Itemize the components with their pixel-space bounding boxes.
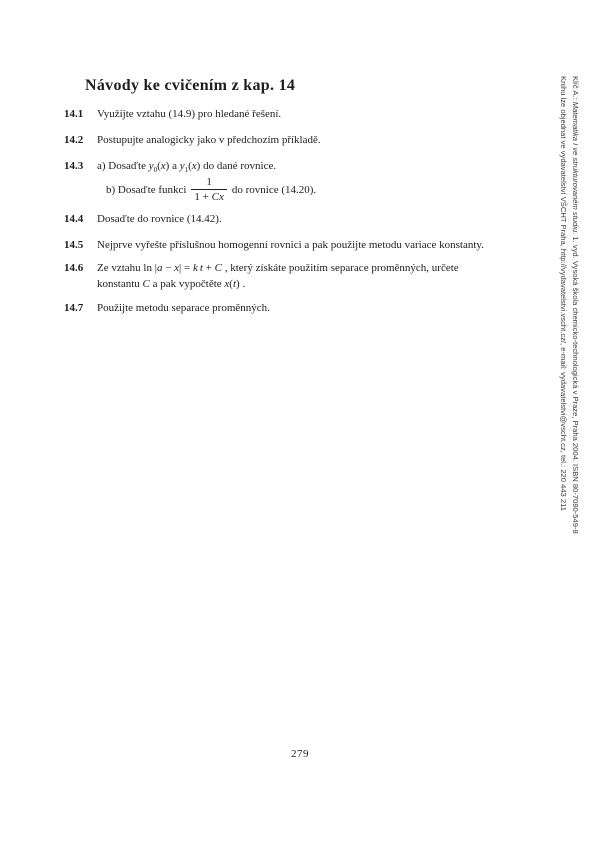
item-number: 14.6 [64, 262, 84, 274]
item-number: 14.1 [64, 108, 84, 120]
item-number: 14.5 [64, 239, 84, 251]
item-text-line-a: a) Dosaďte $y_0(x)$ a $y_1(x)$ do dané rovnice. [97, 160, 277, 175]
list-item [64, 260, 564, 292]
item-text: Dosaďte do rovnice (14.42). [97, 213, 222, 225]
list-item [64, 158, 564, 206]
edge-citation-note [558, 76, 581, 616]
item-text: Využijte vztahu (14.9) pro hledané řešení. [97, 108, 282, 120]
item-text: Postupujte analogicky jako v předchozím příkladě. [97, 134, 321, 146]
list-item [64, 237, 564, 253]
fraction [191, 175, 226, 205]
list-item [64, 300, 564, 316]
citation-line: Klíč A.: Matematika I ve strukturovaném studiu. 1. vyd. Vysoká škola chemicko-technologická v Praze, Praha 2004. ISBN 80-7080-549-8 [571, 76, 580, 534]
ordering-info-line: Knihu lze objednat ve vydavatelství VŠCHT Praha, http://vydavatelstvi.vscht.cz/, e-mail: vydavatelstvi@vscht.cz, tel.: 220 443 211 [559, 76, 569, 511]
item-number: 14.7 [64, 302, 84, 314]
item-text: Použijte metodu separace proměnných. [97, 302, 270, 314]
fraction-denominator: 1 + Cx [191, 189, 226, 205]
list-item [64, 106, 564, 122]
item-text: Nejprve vyřešte příslušnou homogenní rovnici a pak použijte metodu variace konstanty. [97, 239, 484, 251]
page-title: Návody ke cvičením z kap. 14 [85, 77, 296, 94]
item-number: 14.2 [64, 134, 84, 146]
fraction-numerator: 1 [206, 176, 212, 188]
list-item [64, 132, 564, 148]
item-text-line-2: konstantu C a pak vypočtěte x(t) . [97, 278, 246, 290]
page-number: 279 [291, 748, 309, 760]
item-text-line-1: Ze vztahu ln |a − x| = k t + C , který získáte použitím separace proměnných, určete [97, 262, 459, 274]
item-text-line-b: b) Dosaďte funkci $\frac{1}{1 + Cx}$ do rovnice (14.20). [106, 176, 317, 203]
item-number: 14.4 [64, 213, 84, 225]
list-item [64, 211, 564, 227]
hints-list [64, 106, 564, 326]
item-number: 14.3 [64, 160, 84, 172]
